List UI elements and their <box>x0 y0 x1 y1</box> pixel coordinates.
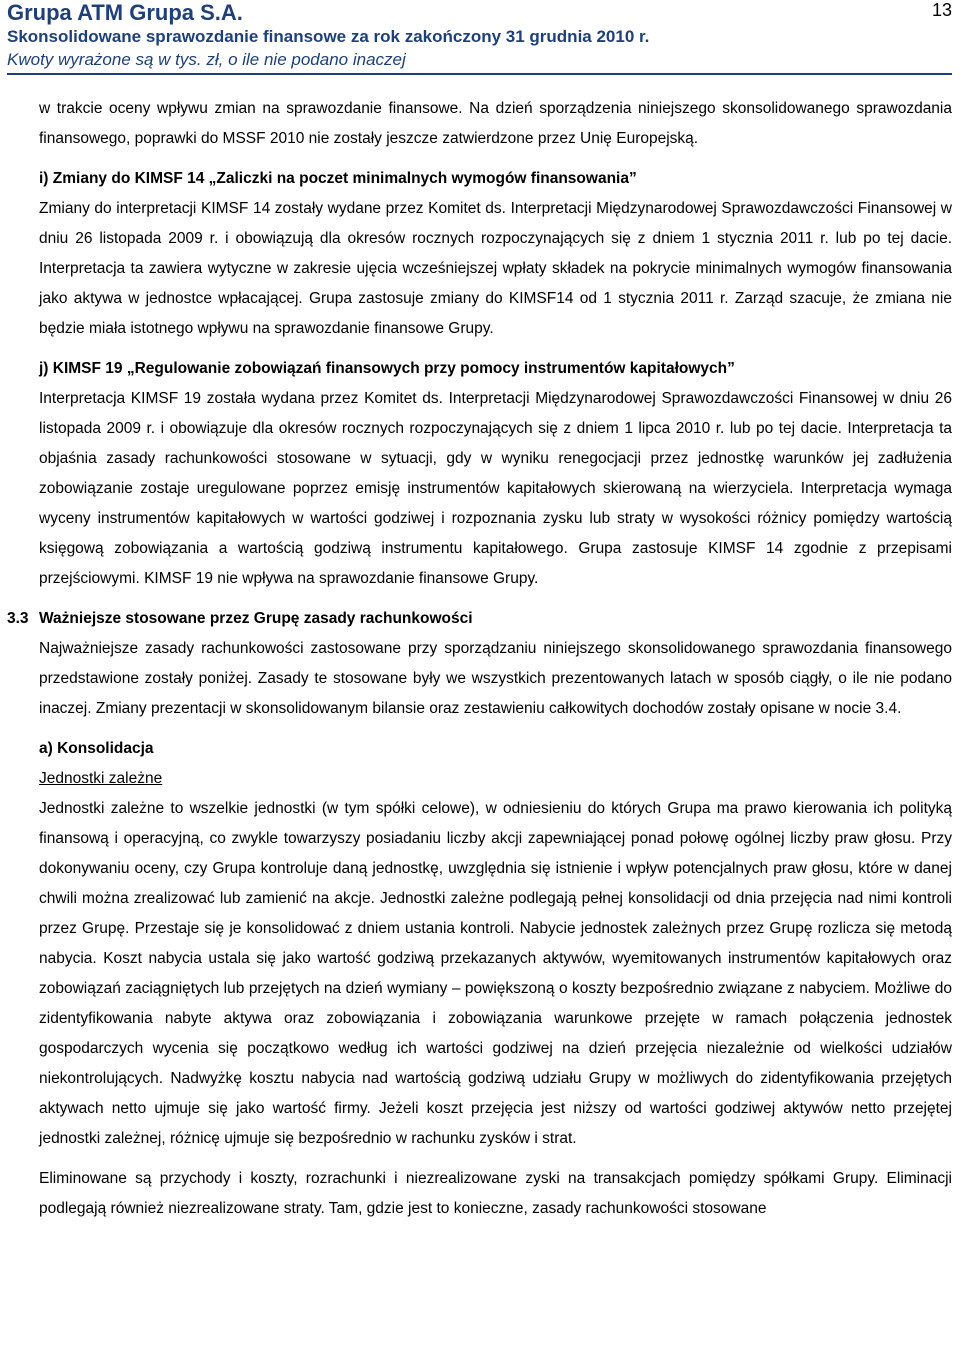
report-title: Skonsolidowane sprawozdanie finansowe za rok zakończony 31 grudnia 2010 r. <box>7 27 650 46</box>
paragraph-kimsf-19: Interpretacja KIMSF 19 została wydana przez Komitet ds. Interpretacji Międzynarodowej Sprawozdawczości Finansowej w dniu 26 listopada 2009 r. i obowiązuje dla okresów rocznych rozpoczynających się z dniem 1 lipca 2010 r. lub po tej dacie. Interpretacja ta objaśnia zasady rachunkowości stosowane w sytuacji, gdy w wyniku renegocjacji przez jednostkę warunków jej zadłużenia zobowiązanie zostaje uregulowane poprzez emisję instrumentów kapitałowych skierowaną na wierzyciela. Interpretacja wymaga wyceny instrumentów kapitałowych w wartości godziwej i rozpoznania zysku lub straty w wysokości różnicy pomiędzy wartością księgową zobowiązania a wartością godziwą instrumentu kapitałowego. Grupa zastosuje KIMSF 14 zgodnie z przepisami przejściowymi. KIMSF 19 nie wpływa na sprawozdanie finansowe Grupy. <box>39 390 952 587</box>
paragraph-eliminations: Eliminowane są przychody i koszty, rozrachunki i niezrealizowane zyski na transakcjach pomiędzy spółkami Grupy. Eliminacji podlegają również niezrealizowane straty. Tam, gdzie jest to konieczne, zasady rachunkowości stosowane <box>39 1170 952 1217</box>
paragraph-kimsf-14: Zmiany do interpretacji KIMSF 14 zostały wydane przez Komitet ds. Interpretacji Międzynarodowej Sprawozdawczości Finansowej w dniu 26 listopada 2009 r. i obowiązują dla okresów rocznych rozpoczynających się z dniem 1 stycznia 2011 r. lub po tej dacie. Interpretacja ta zawiera wytyczne w zakresie ujęcia wcześniejszej wpłaty składek na pokrycie minimalnych wymogów finansowania jako aktywa w jednostce wpłacającej. Grupa zastosuje zmiany do KIMSF14 od 1 stycznia 2011 r. Zarząd szacuje, że zmiana nie będzie miała istotnego wpływu na sprawozdanie finansowe Grupy. <box>39 200 952 337</box>
heading-kimsf-14: i) Zmiany do KIMSF 14 „Zaliczki na poczet minimalnych wymogów finansowania” <box>39 170 637 187</box>
company-name: Grupa ATM Grupa S.A. <box>7 0 243 25</box>
section-title: Ważniejsze stosowane przez Grupę zasady rachunkowości <box>39 610 473 627</box>
paragraph-accounting-policies: Najważniejsze zasady rachunkowości zastosowane przy sporządzaniu niniejszego skonsolidowanego sprawozdania finansowego przedstawione zostały poniżej. Zasady te stosowane były we wszystkich prezentowanych latach w sposób ciągły, o ile nie podano inaczej. Zmiany prezentacji w skonsolidowanym bilansie oraz zestawieniu całkowitych dochodów zostały opisane w nocie 3.4. <box>39 640 952 717</box>
heading-section-3-3 <box>7 604 952 634</box>
section-number: 3.3 <box>7 610 29 627</box>
heading-kimsf-19: j) KIMSF 19 „Regulowanie zobowiązań finansowych przy pomocy instrumentów kapitałowych” <box>39 360 735 377</box>
header-divider <box>7 73 952 75</box>
page-number: 13 <box>931 0 952 20</box>
units-note: Kwoty wyrażone są w tys. zł, o ile nie podano inaczej <box>7 50 406 69</box>
paragraph-intro: w trakcie oceny wpływu zmian na sprawozdanie finansowe. Na dzień sporządzenia niniejszego skonsolidowanego sprawozdania finansowego, poprawki do MSSF 2010 nie zostały jeszcze zatwierdzone przez Unię Europejską. <box>39 100 952 147</box>
document-body <box>7 94 952 1224</box>
paragraph-subsidiaries: Jednostki zależne to wszelkie jednostki (w tym spółki celowe), w odniesieniu do których Grupa ma prawo kierowania ich polityką finansową i operacyjną, co zwykle towarzyszy posiadaniu liczby akcji zapewniającej ponad połowę ogólnej liczby praw głosu. Przy dokonywaniu oceny, czy Grupa kontroluje daną jednostkę, uwzględnia się istnienie i wpływ potencjalnych praw głosu, które w danej chwili można zrealizować lub zamienić na akcje. Jednostki zależne podlegają pełnej konsolidacji od dnia przejęcia nad nimi kontroli przez Grupę. Przestaje się je konsolidować z dniem ustania kontroli. Nabycie jednostek zależnych przez Grupę rozlicza się metodą nabycia. Koszt nabycia ustala się jako wartość godziwą przekazanych aktywów, wyemitowanych instrumentów kapitałowych oraz zobowiązań zaciągniętych lub przejętych na dzień wymiany – powiększoną o koszty bezpośrednio związane z nabyciem. Możliwe do zidentyfikowania nabyte aktywa oraz zobowiązania i zobowiązania warunkowe przejęte w ramach połączenia jednostek gospodarczych wycenia się początkowo według ich wartości godziwej na dzień przejęcia niezależnie od wielkości udziałów niekontrolujących. Nadwyżkę kosztu nabycia nad wartością godziwą udziału Grupy w możliwych do zidentyfikowania przejętych aktywach netto ujmuje się jako wartość firmy. Jeżeli koszt przejęcia jest niższy od wartości godziwej aktywów netto przejętej jednostki zależnej, różnicę ujmuje się bezpośrednio w rachunku zysków i strat. <box>39 800 952 1147</box>
page-header <box>7 0 952 71</box>
subheading-subsidiaries: Jednostki zależne <box>39 770 163 787</box>
heading-consolidation: a) Konsolidacja <box>39 740 154 757</box>
